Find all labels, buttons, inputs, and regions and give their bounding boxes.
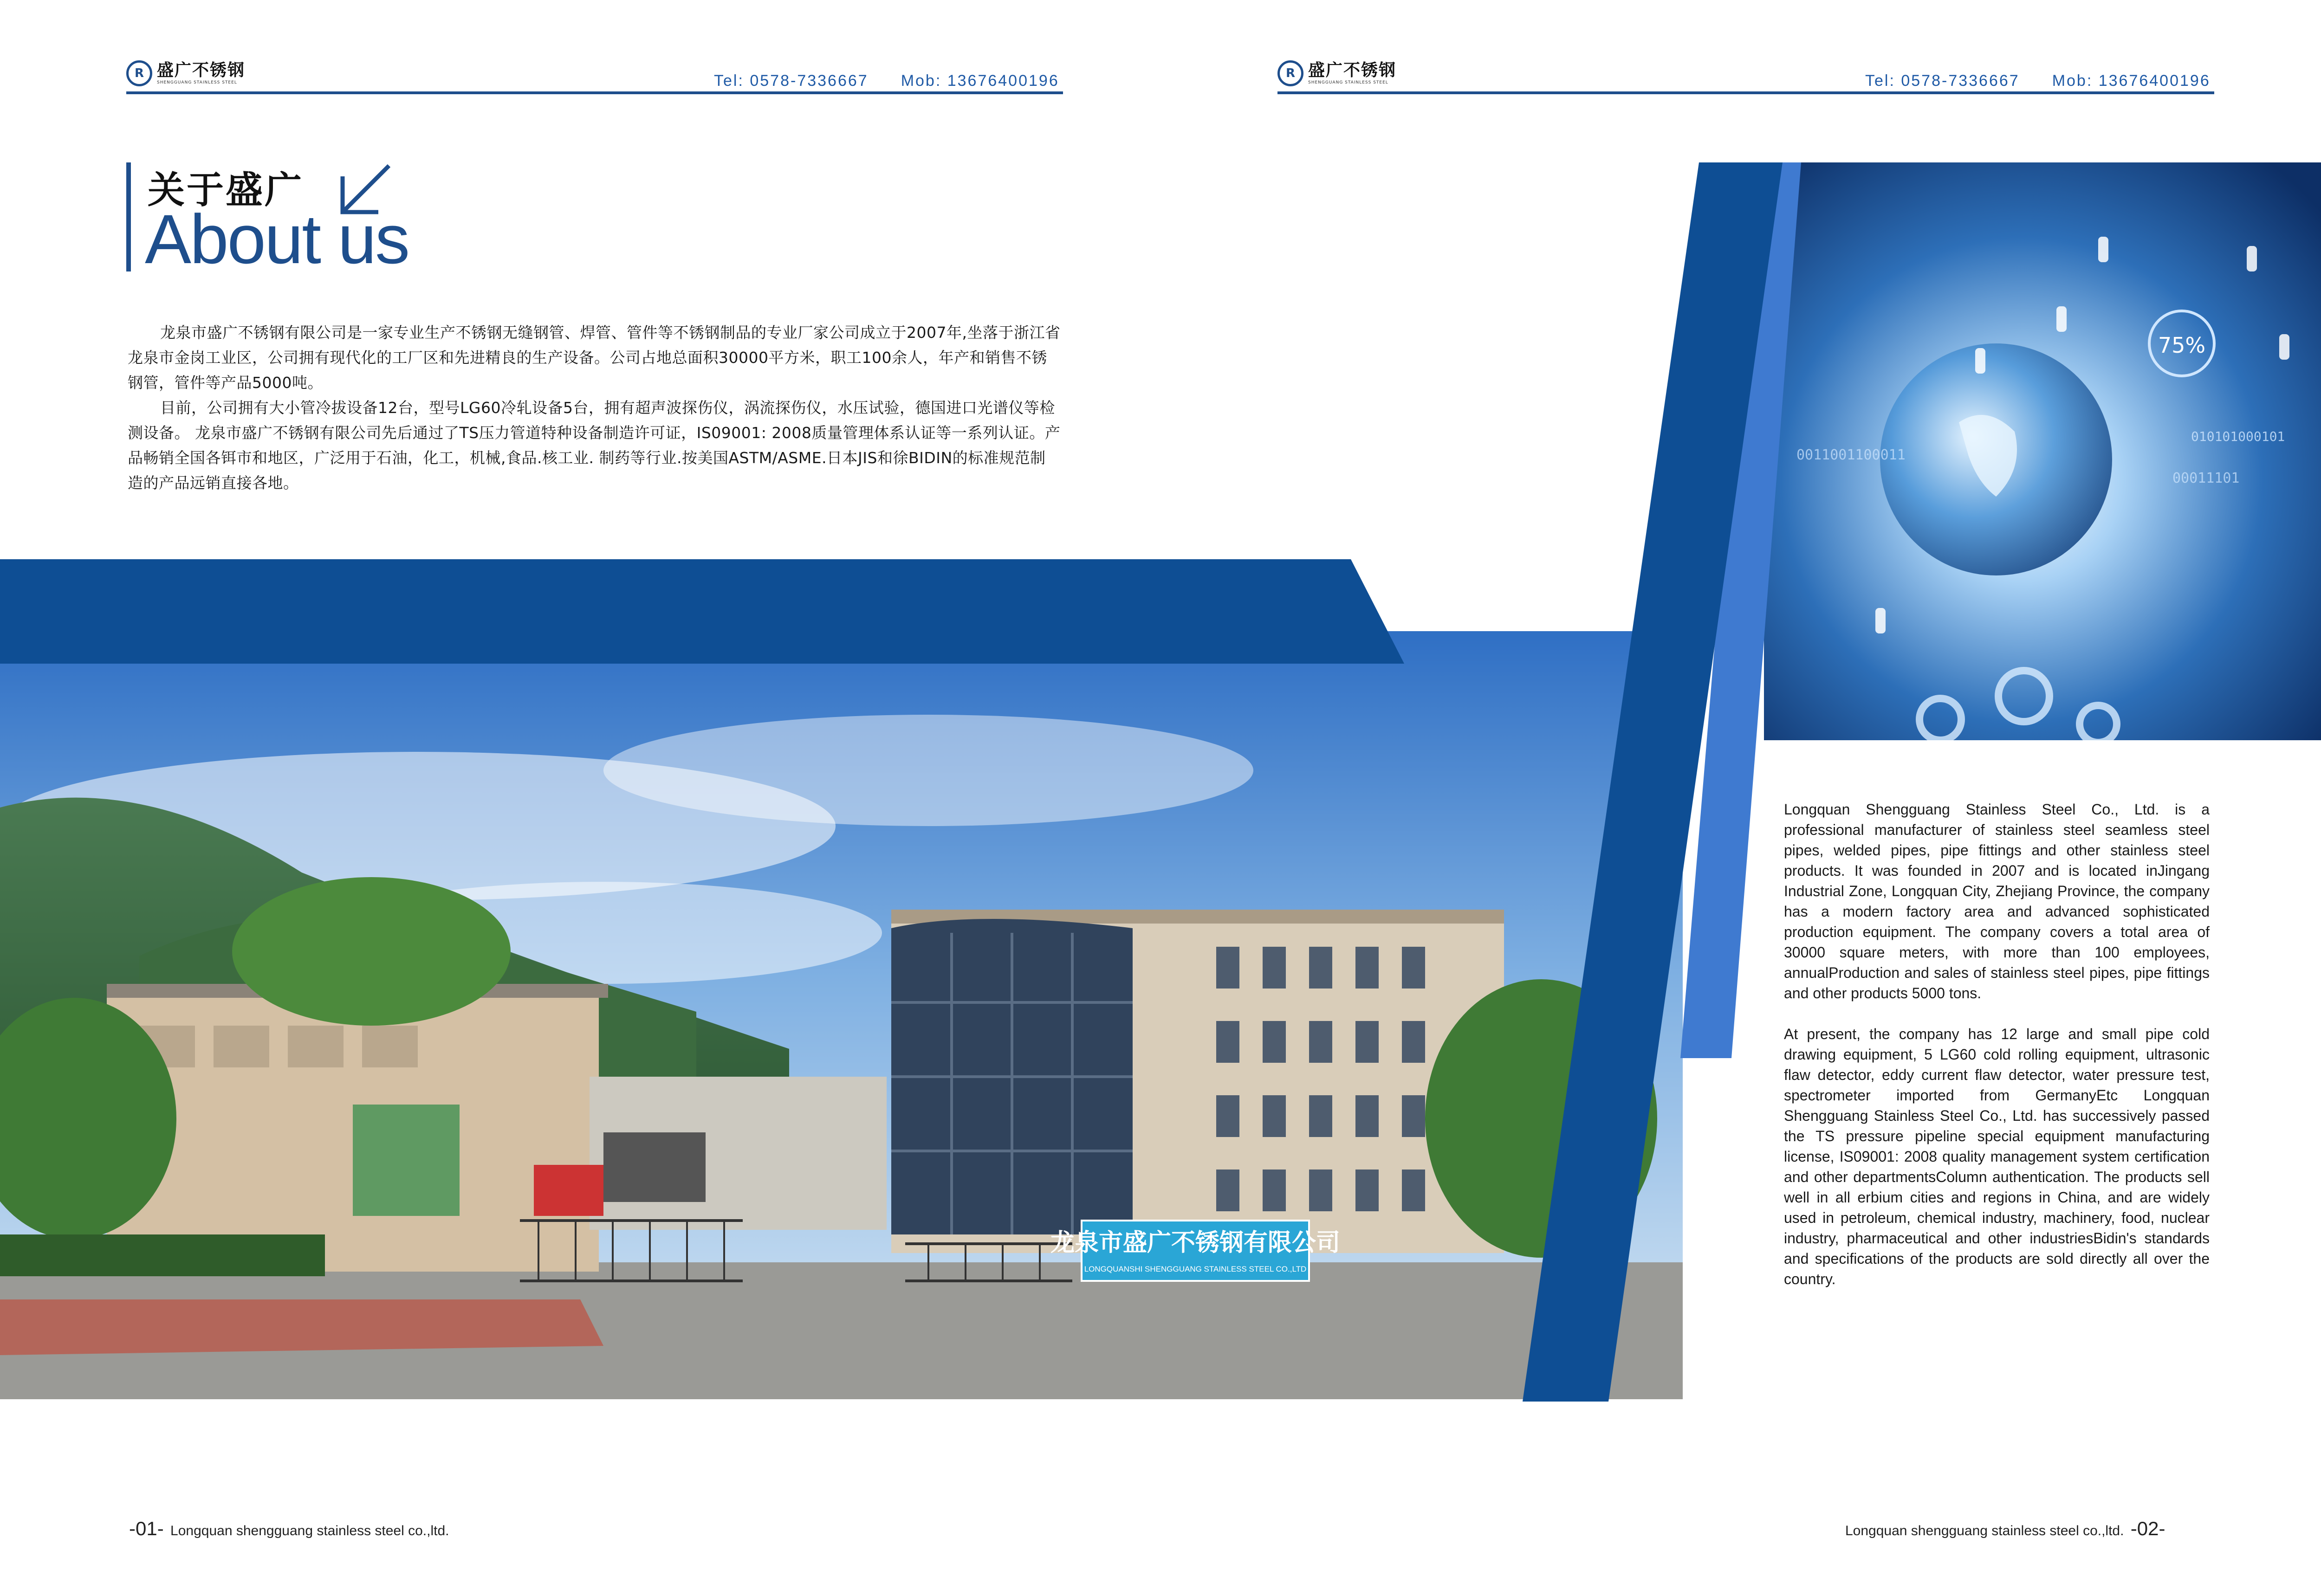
tech-globe-image (1764, 162, 2321, 740)
intro-paragraph-en: At present, the company has 12 large and small pipe cold drawing equipment, 5 LG60 cold rolling equipment, ultrasonic flaw detector, eddy current flaw detector, water pressure test, spectrometer imported from GermanyEtc Longquan Shengguang Stainless Steel Co., Ltd. has successively passed the TS pressure pipeline special equipment manufacturing license, IS09001: 2008 quality management system certification and other departmentsColumn authentication. The products sell well in all erbium cities and regions in China, and are widely used in petroleum, chemical industry, machinery, food, nuclear industry, pharmaceutical and other industriesBidin's standards and specifications of the products are sold directly all over the country. (1784, 1026, 2210, 1287)
right-footer (1845, 1518, 2168, 1540)
left-footer (126, 1518, 449, 1540)
blue-banner-band (0, 559, 1404, 664)
page-number: -02- (2130, 1518, 2165, 1539)
intro-text-en (1784, 799, 2210, 1310)
binary-decoration: 010101000101 (2191, 429, 2285, 444)
brand-name-en: SHENGGUANG STAINLESS STEEL (157, 80, 237, 85)
contact-info-right (1865, 72, 2211, 90)
header-rule-right (1277, 91, 2214, 94)
brand-name-cn: 盛广不锈钢 (1308, 60, 1397, 80)
logo-emblem-icon: R (1277, 60, 1303, 86)
contact-info (714, 72, 1059, 90)
header-rule (126, 91, 1063, 94)
intro-paragraph-en: Longquan Shengguang Stainless Steel Co., Ltd. is a professional manufacturer of stainless steel seamless steel pipes, welded pipes, pipe fittings and other stainless steel products. It was founded in 2007 and is located inJingang Industrial Zone, Longquan City, Zhejiang Province, the company has a modern factory area and advanced sophisticated production equipment. The company covers a total area of 30000 square meters, with more than 100 employees, annualProduction and sales of stainless steel pipes, pipe fittings and other products 5000 tons. (1784, 801, 2210, 1002)
mob-number: Mob: 13676400196 (2052, 72, 2211, 90)
intro-paragraph: 目前，公司拥有大小管冷拔设备12台，型号LG60冷轧设备5台，拥有超声波探伤仪，涡流探伤仪，水压试验，德国进口光谱仪等检测设备。 龙泉市盛广不锈钢有限公司先后通过了TS压力管道特种设备制造许可证，IS09001: 2008质量管理体系认证等一系列认证。产品畅销全国各铒市和地区，广泛用于石油，化工，机械,食品.核工业. 制药等行业.按美国ASTM/ASME.日本JIS和徐BIDIN的标准规范制造的产品远销直接各地。 (128, 399, 1061, 492)
company-sign-en: LONGQUANSHI SHENGGUANG STAINLESS STEEL CO.,LTD (1084, 1265, 1307, 1273)
brand-name-cn: 盛广不锈钢 (157, 60, 246, 80)
footer-company: Longquan shengguang stainless steel co.,ltd. (170, 1523, 449, 1538)
percent-graphic-label: 75% (2158, 333, 2206, 358)
title-accent-bar (126, 162, 131, 271)
brand-name-en: SHENGGUANG STAINLESS STEEL (1308, 80, 1388, 85)
brand-logo (126, 60, 245, 86)
tel-number: Tel: 0578-7336667 (1865, 72, 2020, 90)
mob-number: Mob: 13676400196 (901, 72, 1059, 90)
company-sign-cn: 龙泉市盛广不锈钢有限公司 (1050, 1229, 1341, 1257)
intro-paragraph: 龙泉市盛广不锈钢有限公司是一家专业生产不锈钢无缝钢管、焊管、管件等不锈钢制品的专业厂家公司成立于2007年,坐落于浙江省龙泉市金岗工业区，公司拥有现代化的工厂区和先进精良的生产设备。公司占地总面积30000平方米，职工100余人，年产和销售不锈钢管，管件等产品5000吨。 (128, 323, 1061, 392)
logo-emblem-icon: R (126, 60, 152, 86)
section-title-en: About us (145, 200, 409, 278)
binary-decoration: 0011001100011 (1796, 447, 1906, 463)
tel-number: Tel: 0578-7336667 (714, 72, 869, 90)
factory-photo (0, 631, 1683, 1399)
binary-decoration: 00011101 (2172, 470, 2240, 486)
page-number: -01- (129, 1518, 164, 1539)
footer-company: Longquan shengguang stainless steel co.,ltd. (1845, 1523, 2124, 1538)
brand-logo-right (1277, 60, 1396, 86)
intro-text-cn (128, 320, 1061, 496)
section-title-cn: 关于盛广 (148, 168, 304, 212)
